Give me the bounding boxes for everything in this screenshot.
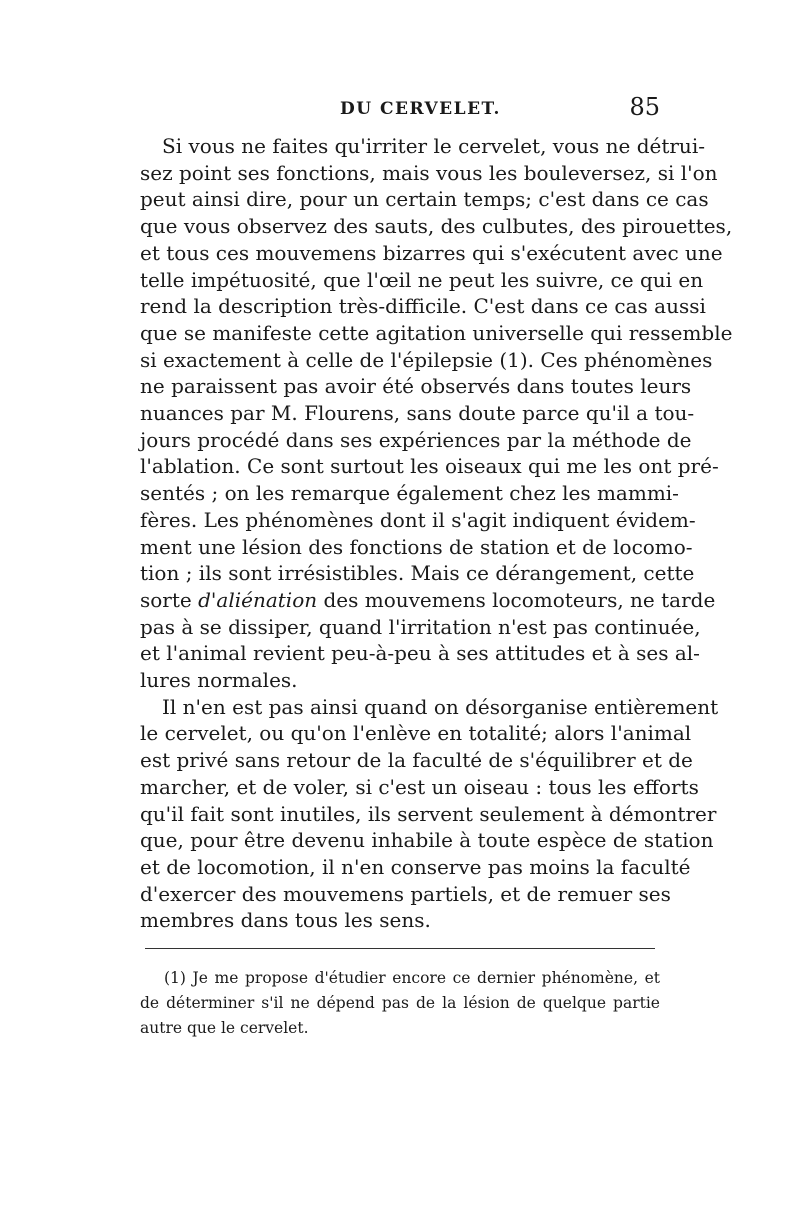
text-line: ment une lésion des fonctions de station et de locomo- bbox=[140, 534, 693, 559]
page-number: 85 bbox=[629, 93, 660, 121]
text-line: lures normales. bbox=[140, 668, 298, 693]
text-line: telle impétuosité, que l'œil ne peut les suivre, ce qui en bbox=[140, 267, 704, 292]
text-line: nuances par M. Flourens, sans doute parce qu'il a tou- bbox=[140, 401, 695, 426]
text-line: et l'animal revient peu-à-peu à ses attitudes et à ses al- bbox=[140, 641, 700, 666]
text-line: sentés ; on les remarque également chez les mammi- bbox=[140, 481, 679, 506]
text-line: que se manifeste cette agitation universelle qui ressemble bbox=[140, 320, 733, 345]
text-line: Il n'en est pas ainsi quand on désorganise entièrement bbox=[162, 694, 719, 719]
text-line: et de locomotion, il n'en conserve pas moins la faculté bbox=[140, 854, 691, 879]
footnote-divider bbox=[145, 948, 655, 949]
text-fragment: sorte bbox=[140, 587, 199, 612]
text-line-with-italic bbox=[140, 587, 716, 614]
text-line: tion ; ils sont irrésistibles. Mais ce dérangement, cette bbox=[140, 561, 695, 586]
text-line: pas à se dissiper, quand l'irritation n'est pas continuée, bbox=[140, 614, 701, 639]
text-line: sez point ses fonctions, mais vous les bouleversez, si l'on bbox=[140, 160, 718, 185]
running-head bbox=[140, 93, 660, 127]
text-line: si exactement à celle de l'épilepsie (1). Ces phénomènes bbox=[140, 347, 713, 372]
footnotes bbox=[140, 966, 660, 1041]
text-fragment: des mouvemens locomoteurs, ne tarde bbox=[317, 587, 716, 612]
text-line: que vous observez des sauts, des culbutes, des pirouettes, bbox=[140, 214, 733, 239]
footnote-line: de déterminer s'il ne dépend pas de la lésion de quelque partie bbox=[140, 994, 660, 1012]
body-text bbox=[140, 133, 733, 934]
text-line: membres dans tous les sens. bbox=[140, 908, 431, 933]
footnote-line: autre que le cervelet. bbox=[140, 1019, 309, 1037]
text-line: qu'il fait sont inutiles, ils servent seulement à démontrer bbox=[140, 801, 717, 826]
text-line: le cervelet, ou qu'on l'enlève en totalité; alors l'animal bbox=[140, 721, 692, 746]
text-line: marcher, et de voler, si c'est un oiseau : tous les efforts bbox=[140, 774, 699, 799]
italic-term: d'aliénation bbox=[198, 587, 318, 612]
running-title: DU CERVELET. bbox=[340, 99, 501, 119]
text-line: Si vous ne faites qu'irriter le cervelet, vous ne détrui- bbox=[162, 134, 705, 158]
text-line: l'ablation. Ce sont surtout les oiseaux qui me les ont pré- bbox=[140, 454, 719, 479]
text-line: d'exercer des mouvemens partiels, et de remuer ses bbox=[140, 881, 671, 906]
footnote-line: (1) Je me propose d'étudier encore ce dernier phénomène, et bbox=[164, 969, 660, 987]
text-line: est privé sans retour de la faculté de s'équilibrer et de bbox=[140, 748, 693, 773]
text-line: jours procédé dans ses expériences par la méthode de bbox=[140, 427, 692, 452]
text-line: ne paraissent pas avoir été observés dans toutes leurs bbox=[140, 374, 692, 399]
text-line: que, pour être devenu inhabile à toute espèce de station bbox=[140, 828, 714, 853]
text-line: et tous ces mouvemens bizarres qui s'exécutent avec une bbox=[140, 240, 723, 265]
text-line: peut ainsi dire, pour un certain temps; c'est dans ce cas bbox=[140, 187, 709, 212]
text-line: rend la description très-difficile. C'est dans ce cas aussi bbox=[140, 294, 706, 319]
text-line: fères. Les phénomènes dont il s'agit indiquent évidem- bbox=[140, 507, 696, 532]
